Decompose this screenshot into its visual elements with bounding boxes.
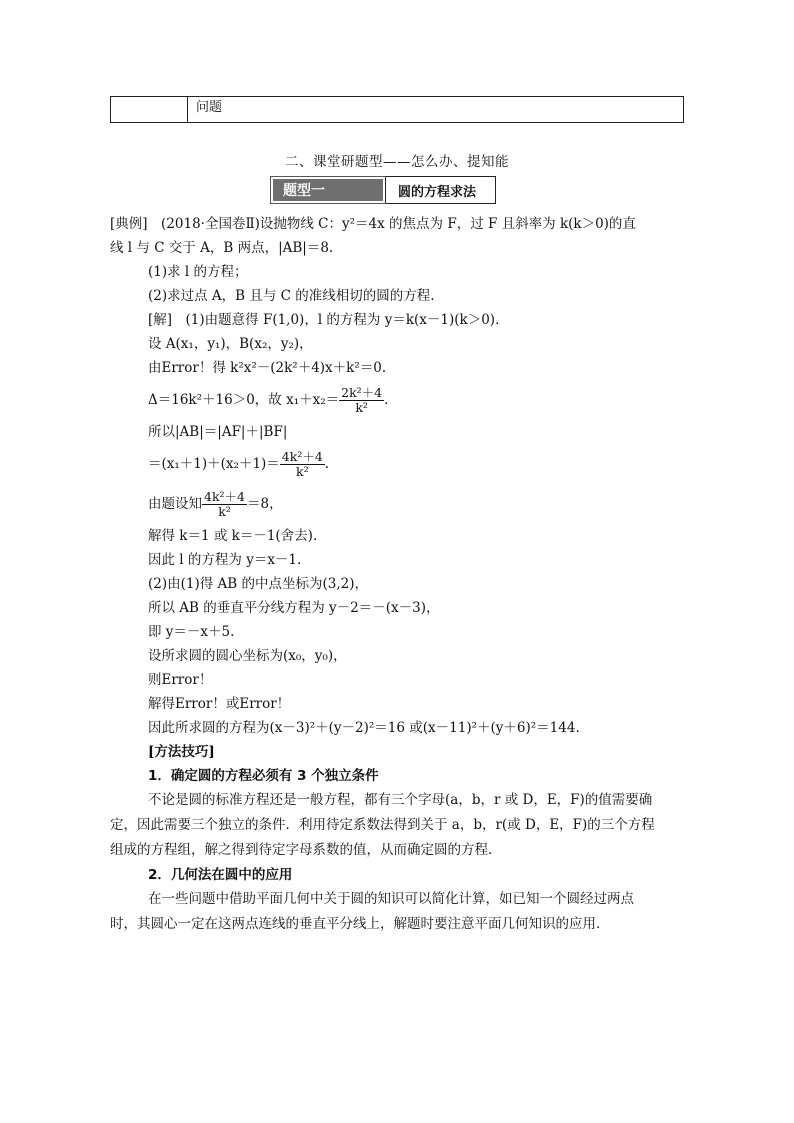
solution-line-6: ＝(x₁＋1)＋(x₂＋1)＝ $\frac{\text{4k²＋4}}{\text{k²}}$ . [148,449,330,479]
problem-type-name: 圆的方程求法 [385,177,495,203]
solution-line-16: 因此所求圆的方程为(x－3)²＋(y－2)²＝16 或(x－11)²＋(y＋6)²＝144. [148,720,580,736]
top-table [110,96,684,123]
solution-line-10: (2)由(1)得 AB 的中点坐标为(3,2)， [148,576,369,592]
solution-line-11: 所以 AB 的垂直平分线方程为 y－2＝－(x－3)， [148,600,440,616]
method-2-body: 在一些问题中借助平面几何中关于圆的知识可以简化计算，如已知一个圆经过两点时，其圆心一定在这两点连线的垂直平分线上，解题时要注意平面几何知识的应用． [110,891,634,932]
top-table-left-cell [111,97,188,122]
question-2: (2)求过点 A，B 且与 C 的准线相切的圆的方程. [148,288,435,304]
solution-line-9: 因此 l 的方程为 y＝x－1. [148,552,302,568]
solution-line-1: [解] (1)由题意得 F(1,0)，l 的方程为 y＝k(x－1)(k＞0). [148,312,500,328]
section-title: 二、课堂研题型——怎么办、提知能 [285,154,509,170]
method-1-body: 不论是圆的标准方程还是一般方程，都有三个字母(a，b，r 或 D，E，F)的值需要确定，因此需要三个独立的条件．利用待定系数法得到关于 a，b，r(或 D，E，F)的三个方程组成的方程组，解之得到待定字母系数的值，从而确定圆的方程． [110,792,655,858]
top-table-right-cell: 问题 [196,100,223,115]
solution-line-5: 所以|AB|＝|AF|＋|BF| [148,424,288,440]
method-heading: [方法技巧] [148,744,215,760]
fraction-ab: $\frac{\text{4k²＋4}}{\text{k²}}$ [281,449,323,479]
solution-line-14: 则Error！ [148,672,213,688]
main-content [110,212,688,937]
solution-line-4: Δ＝16k²＋16＞0，故 x₁＋x₂＝ $\frac{\text{2k²＋4}}{\text{k²}}$ . [148,385,389,415]
solution-line-12: 即 y＝－x＋5. [148,624,235,640]
problem-type-box [270,176,496,204]
method-1-title: 1．确定圆的方程必须有 3 个独立条件 [148,768,379,784]
fraction-sum: $\frac{\text{2k²＋4}}{\text{k²}}$ [341,385,383,415]
solution-line-8: 解得 k＝1 或 k＝－1(舍去). [148,528,318,544]
solution-line-3: 由Error！得 k²x²－(2k²＋4)x＋k²＝0. [148,360,387,376]
solution-line-15: 解得Error！或Error！ [148,696,291,712]
fraction-condition: $\frac{\text{4k²＋4}}{\text{k²}}$ [204,489,245,519]
method-2-title: 2．几何法在圆中的应用 [148,867,293,883]
example-line-1: [典例] (2018·全国卷Ⅱ)设抛物线 C：y²＝4x 的焦点为 F，过 F 且斜率为 k(k＞0)的直 [110,216,636,232]
solution-line-7: 由题设知 $\frac{\text{4k²＋4}}{\text{k²}}$ ＝8， [148,489,283,519]
solution-line-2: 设 A(x₁，y₁)，B(x₂，y₂)， [148,336,313,352]
solution-line-13: 设所求圆的圆心坐标为(x₀，y₀)， [148,648,347,664]
example-line-2: 线 l 与 C 交于 A，B 两点，|AB|＝8. [110,240,334,256]
problem-type-tag: 题型一 [271,177,385,203]
question-1: (1)求 l 的方程； [148,264,248,280]
